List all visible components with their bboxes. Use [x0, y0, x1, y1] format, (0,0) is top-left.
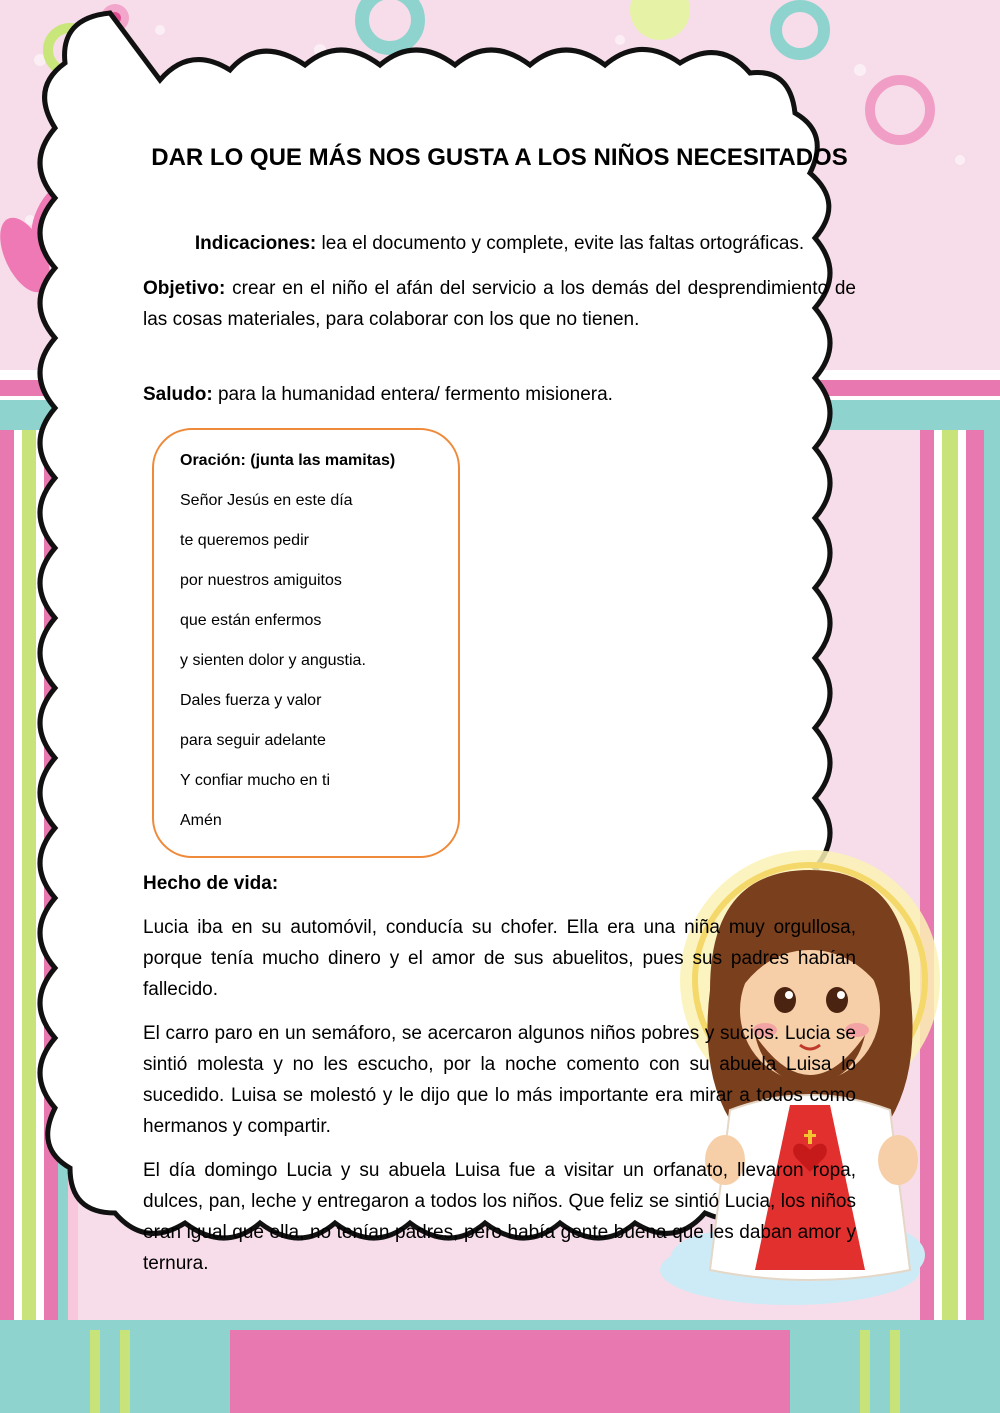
- hecho-de-vida-heading: Hecho de vida:: [143, 873, 279, 894]
- story-paragraph-3: El día domingo Lucia y su abuela Luisa fue a visitar un orfanato, llevaron ropa, dulces, pan, leche y entregaron a todos los niños. Que feliz se sintió Lucia, los niños eran igual que ella, no tenían padres, pero había gente buena que les daban amor y ternura.: [143, 1160, 856, 1274]
- prayer-line: Señor Jesús en este día: [180, 492, 353, 509]
- prayer-line: y sienten dolor y angustia.: [180, 652, 366, 669]
- prayer-line: Amén: [180, 812, 222, 829]
- objetivo-text: crear en el niño el afán del servicio a los demás del desprendimiento de las cosas materiales, para colaborar con los que no tienen.: [143, 278, 856, 330]
- objetivo-paragraph: [143, 273, 856, 335]
- saludo-text: para la humanidad entera/ fermento misionera.: [212, 384, 613, 405]
- story-paragraph-1: Lucia iba en su automóvil, conducía su chofer. Ella era una niña muy orgullosa, porque tenía mucho dinero y el amor de sus abuelitos, pues sus padres habían fallecido.: [143, 917, 856, 1000]
- prayer-line: para seguir adelante: [180, 732, 326, 749]
- saludo-paragraph: [143, 379, 856, 410]
- story-paragraph-2: El carro paro en un semáforo, se acercaron algunos niños pobres y sucios. Lucia se sintió molesta y no les escucho, por la noche comento con su abuela Luisa lo sucedido. Luisa se molestó y le dijo que lo más importante era mirar a todos como hermanos y compartir.: [143, 1023, 856, 1137]
- prayer-line: que están enfermos: [180, 612, 322, 629]
- objetivo-label: Objetivo:: [143, 278, 226, 299]
- saludo-label: Saludo:: [143, 384, 213, 405]
- prayer-line: por nuestros amiguitos: [180, 572, 342, 589]
- indicaciones-label: Indicaciones:: [194, 233, 317, 254]
- prayer-line: te queremos pedir: [180, 532, 309, 549]
- prayer-line: Y confiar mucho en ti: [180, 772, 331, 789]
- indicaciones-text: lea el documento y complete, evite las faltas ortográficas.: [316, 233, 805, 254]
- page-title: DAR LO QUE MÁS NOS GUSTA A LOS NIÑOS NECESITADOS: [151, 144, 848, 171]
- prayer-title: Oración: (junta las mamitas): [180, 452, 396, 469]
- prayer-line: Dales fuerza y valor: [180, 692, 322, 709]
- indicaciones-paragraph: [143, 228, 856, 259]
- prayer-box: [152, 428, 460, 858]
